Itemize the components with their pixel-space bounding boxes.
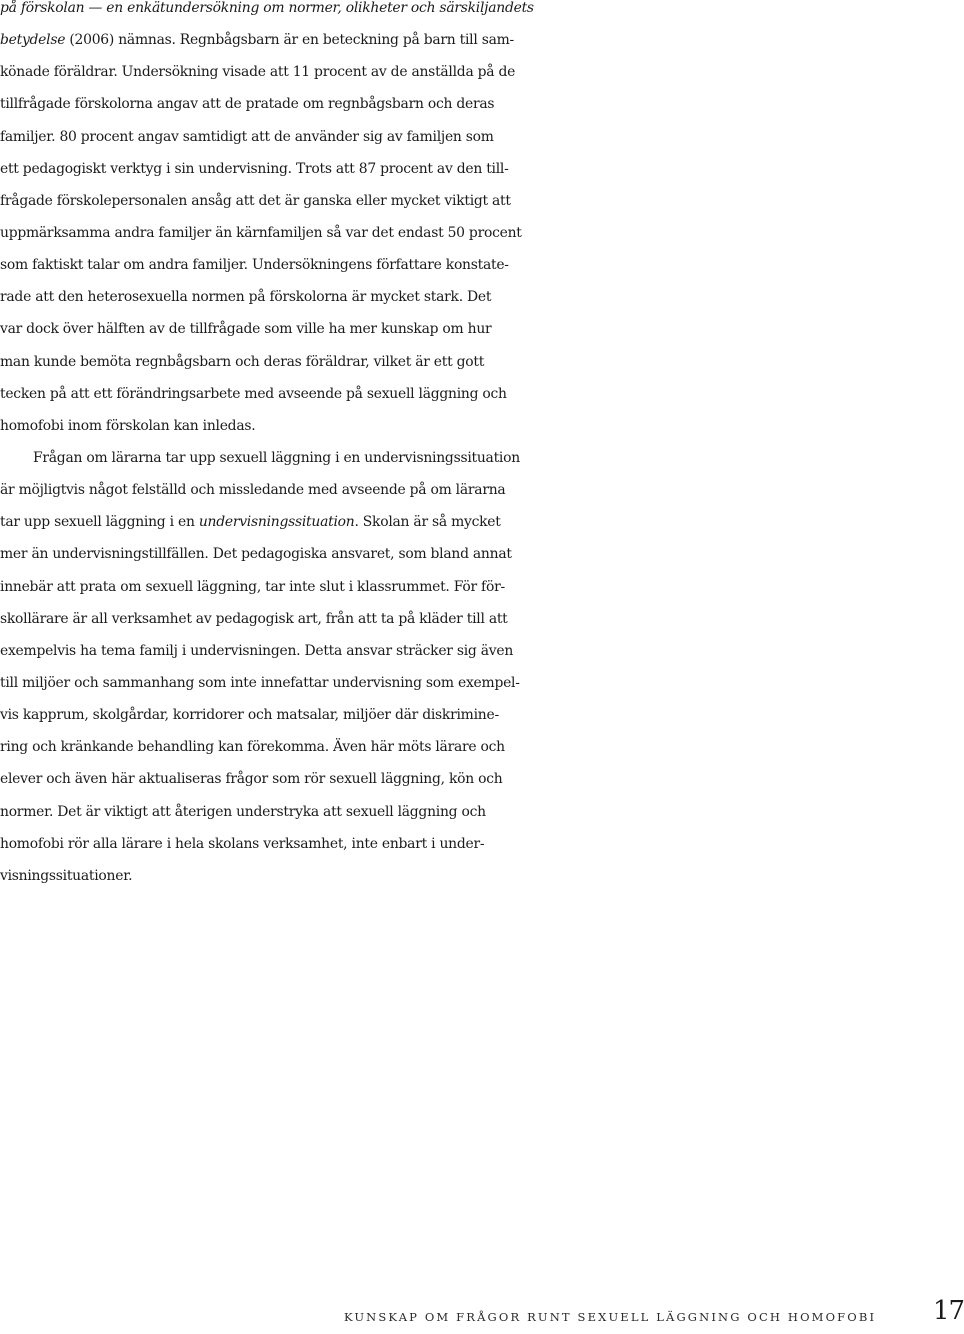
text-line-17 (0, 506, 960, 538)
page-number: 17 (933, 1296, 964, 1326)
italic-term: undervisningssituation (198, 514, 355, 531)
text-line-26: normer. Det är viktigt att återigen understryka att sexuell läggning och (0, 803, 486, 820)
text-line-8: uppmärksamma andra familjer än kärnfamiljen så var det endast 50 procent (0, 224, 522, 241)
text-line-3: könade föräldrar. Undersökning visade att 11 procent av de anställda på de (0, 64, 516, 81)
text-line-4: tillfrågade förskolorna angav att de pratade om regnbågsbarn och deras (0, 96, 495, 113)
page-footer (0, 1294, 964, 1334)
text-line-5: familjer. 80 procent angav samtidigt att de använder sig av familjen som (0, 128, 494, 145)
italic-title-end: betydelse (0, 32, 66, 49)
text-line-1 (0, 0, 960, 24)
text-line-18: mer än undervisningstillfällen. Det pedagogiska ansvaret, som bland annat (0, 546, 512, 563)
text-line-28: visningssituationer. (0, 867, 133, 884)
text-line-2 (0, 24, 960, 56)
text-line-9: som faktiskt talar om andra familjer. Undersökningens författare konstate- (0, 257, 509, 274)
text-line-23: vis kapprum, skolgårdar, korridorer och matsalar, miljöer där diskrimine- (0, 707, 499, 724)
italic-title-part: på förskolan — en enkätundersökning om normer, olikheter och särskiljandets (0, 0, 534, 16)
running-title: KUNSKAP OM FRÅGOR RUNT SEXUELL LÄGGNING OCH HOMOFOBI (344, 1310, 877, 1324)
text-line-14: homofobi inom förskolan kan inledas. (0, 417, 256, 434)
line-2-rest: (2006) nämnas. Regnbågsbarn är en beteckning på barn till sam- (65, 32, 514, 49)
line-17-after: . Skolan är så mycket (354, 514, 501, 531)
text-line-12: man kunde bemöta regnbågsbarn och deras föräldrar, vilket är ett gott (0, 353, 485, 370)
text-line-16: är möjligtvis något felställd och missledande med avseende på om lärarna (0, 482, 506, 499)
text-line-15: Frågan om lärarna tar upp sexuell läggning i en undervisningssituation (33, 449, 520, 466)
text-line-27: homofobi rör alla lärare i hela skolans verksamhet, inte enbart i under- (0, 835, 485, 852)
text-line-20: skollärare är all verksamhet av pedagogisk art, från att ta på kläder till att (0, 610, 508, 627)
text-line-6: ett pedagogiskt verktyg i sin undervisning. Trots att 87 procent av den till- (0, 160, 509, 177)
text-line-19: innebär att prata om sexuell läggning, tar inte slut i klassrummet. För för- (0, 578, 505, 595)
text-line-10: rade att den heterosexuella normen på förskolorna är mycket stark. Det (0, 289, 492, 306)
text-line-13: tecken på att ett förändringsarbete med avseende på sexuell läggning och (0, 385, 507, 402)
line-17-before: tar upp sexuell läggning i en (0, 514, 199, 531)
text-line-21: exempelvis ha tema familj i undervisningen. Detta ansvar sträcker sig även (0, 642, 514, 659)
text-line-11: var dock över hälften av de tillfrågade som ville ha mer kunskap om hur (0, 321, 492, 338)
text-line-7: frågade förskolepersonalen ansåg att det är ganska eller mycket viktigt att (0, 192, 511, 209)
text-line-24: ring och kränkande behandling kan förekomma. Även här möts lärare och (0, 739, 505, 756)
text-line-22: till miljöer och sammanhang som inte innefattar undervisning som exempel- (0, 674, 520, 691)
text-line-25: elever och även här aktualiseras frågor som rör sexuell läggning, kön och (0, 771, 503, 788)
